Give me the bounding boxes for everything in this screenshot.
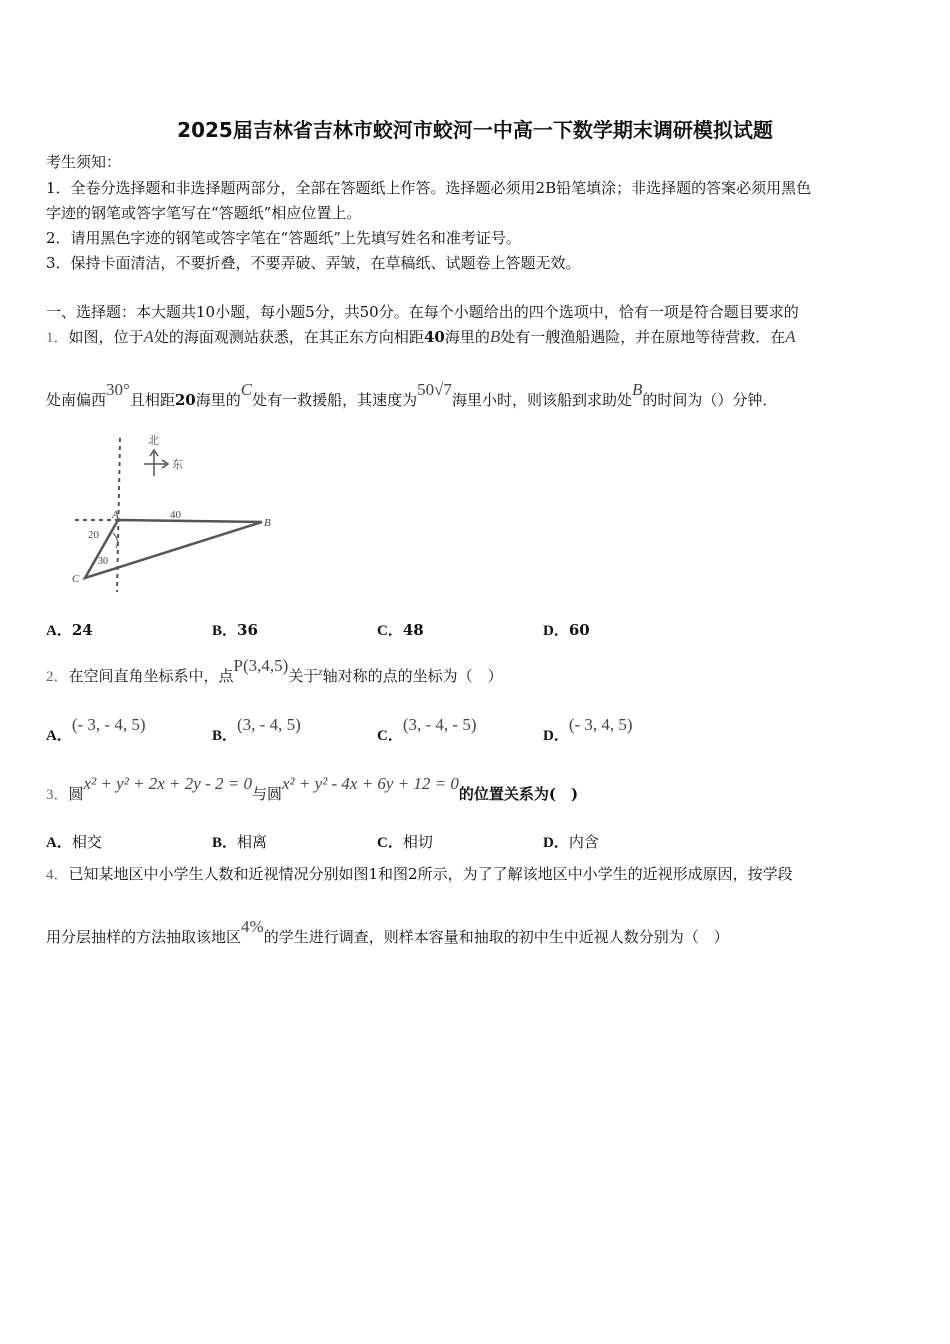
option-d[interactable] <box>543 619 590 640</box>
text: 40 <box>423 328 445 346</box>
option-value: (- 3, 4, 5) <box>568 715 633 734</box>
option-key: D． <box>543 728 569 744</box>
point-a-label: A <box>112 509 119 521</box>
text: 的学生进行调查，则样本容量和抽取的初中生中近视人数分别为（ ） <box>263 928 729 946</box>
east-label: 东 <box>172 459 183 471</box>
math: 4% <box>241 917 264 936</box>
text: 20 <box>174 391 196 409</box>
math: A <box>785 327 796 346</box>
math: C <box>240 380 253 399</box>
option-c[interactable] <box>377 831 433 852</box>
option-value: 24 <box>71 621 93 639</box>
option-key: A． <box>46 623 72 639</box>
north-label: 北 <box>148 435 159 447</box>
math: x² + y² + 2x + 2y - 2 = 0 <box>83 774 252 793</box>
text: 关于 <box>288 667 319 685</box>
option-a[interactable] <box>46 831 102 852</box>
text: 处南偏西 <box>46 391 107 409</box>
text: 海里的 <box>444 328 490 346</box>
math: z <box>318 666 323 678</box>
question-4-line-2 <box>46 917 729 947</box>
text: 处有一艘渔船遇险，并在原地等待营救．在 <box>500 328 786 346</box>
notice-item: 字迹的钢笔或答字笔写在“答题纸”相应位置上。 <box>46 204 362 222</box>
option-value: 相交 <box>71 833 102 851</box>
option-value: 内含 <box>568 833 599 851</box>
option-value: 36 <box>237 621 258 639</box>
triangle <box>85 520 262 578</box>
option-key: B． <box>212 835 238 851</box>
angle-arc <box>113 533 117 548</box>
option-a[interactable] <box>46 619 93 640</box>
notice-item: 1．全卷分选择题和非选择题两部分，全部在答题纸上作答。选择题必须用2B铅笔填涂；非选择题的答案必须用黑色 <box>46 179 812 197</box>
option-value: 相切 <box>402 833 433 851</box>
math: B <box>489 327 501 346</box>
math: B <box>631 380 643 399</box>
option-key: A． <box>46 728 72 744</box>
angle-label: 30 <box>98 556 108 567</box>
option-value: 60 <box>568 621 590 639</box>
text: 处的海面观测站获悉，在其正东方向相距 <box>153 328 424 346</box>
compass-icon <box>144 450 168 476</box>
math: P(3,4,5) <box>233 656 289 675</box>
text: 且相距 <box>129 391 175 409</box>
notice-item: 3．保持卡面清洁，不要折叠，不要弄破、弄皱，在草稿纸、试题卷上答题无效。 <box>46 254 581 272</box>
text: 处有一救援船，其速度为 <box>252 391 418 409</box>
option-key: C． <box>377 835 403 851</box>
page-title: 2025届吉林省吉林市蛟河市蛟河一中高一下数学期末调研模拟试题 <box>177 118 773 142</box>
math: A <box>143 327 154 346</box>
option-c[interactable] <box>377 715 477 745</box>
side-ac-label: 20 <box>88 529 99 541</box>
question-1-line-1 <box>46 327 796 348</box>
option-d[interactable] <box>543 831 599 852</box>
text: 海里小时，则该船到求助处 <box>451 391 632 409</box>
question-number: 3． <box>46 787 69 803</box>
option-key: B． <box>212 728 238 744</box>
text: 轴对称的点的坐标为（ ） <box>322 667 503 685</box>
text: 海里的 <box>195 391 241 409</box>
option-key: A． <box>46 835 72 851</box>
text: 与圆 <box>251 785 282 803</box>
option-key: B． <box>212 623 238 639</box>
option-value: (- 3, - 4, 5) <box>71 715 146 734</box>
option-value: (3, - 4, - 5) <box>402 715 477 734</box>
option-value: (3, - 4, 5) <box>237 715 301 734</box>
text: 用分层抽样的方法抽取该地区 <box>46 928 242 946</box>
side-ab-label: 40 <box>170 509 181 521</box>
option-key: D． <box>543 623 569 639</box>
option-value: 相离 <box>237 833 268 851</box>
question-3 <box>46 774 579 805</box>
text: 圆 <box>68 785 84 803</box>
notice-heading: 考生须知： <box>46 153 122 171</box>
question-number: 4． <box>46 867 69 883</box>
math: 30° <box>106 380 130 399</box>
text: 如图，位于 <box>68 328 144 346</box>
triangle-diagram <box>60 430 300 600</box>
question-number: 2． <box>46 669 69 685</box>
option-key: C． <box>377 623 403 639</box>
question-number: 1． <box>46 330 69 346</box>
math: 50√7 <box>417 380 452 399</box>
question-1-line-2 <box>46 380 778 410</box>
option-key: D． <box>543 835 569 851</box>
option-d[interactable] <box>543 715 633 745</box>
option-a[interactable] <box>46 715 146 745</box>
option-b[interactable] <box>212 619 258 640</box>
text: 的位置关系为( ) <box>458 785 579 803</box>
option-key: C． <box>377 728 403 744</box>
notice-item: 2．请用黑色字迹的钢笔或答字笔在“答题纸”上先填写姓名和准考证号。 <box>46 229 521 247</box>
question-2 <box>46 656 503 688</box>
text: 在空间直角坐标系中，点 <box>68 667 234 685</box>
math: x² + y² - 4x + 6y + 12 = 0 <box>281 774 459 793</box>
option-b[interactable] <box>212 831 267 852</box>
section-heading: 一、选择题：本大题共10小题，每小题5分，共50分。在每个小题给出的四个选项中，恰有一项是符合题目要求的 <box>46 303 799 321</box>
point-c-label: C <box>72 573 80 585</box>
text: 的时间为（）分钟． <box>642 391 778 409</box>
point-b-label: B <box>264 517 271 529</box>
option-value: 48 <box>402 621 424 639</box>
text: 已知某地区中小学生人数和近视情况分别如图1和图2所示，为了了解该地区中小学生的近视形成原因，按学段 <box>68 865 793 883</box>
question-4-line-1 <box>46 864 793 885</box>
option-c[interactable] <box>377 619 424 640</box>
option-b[interactable] <box>212 715 301 745</box>
